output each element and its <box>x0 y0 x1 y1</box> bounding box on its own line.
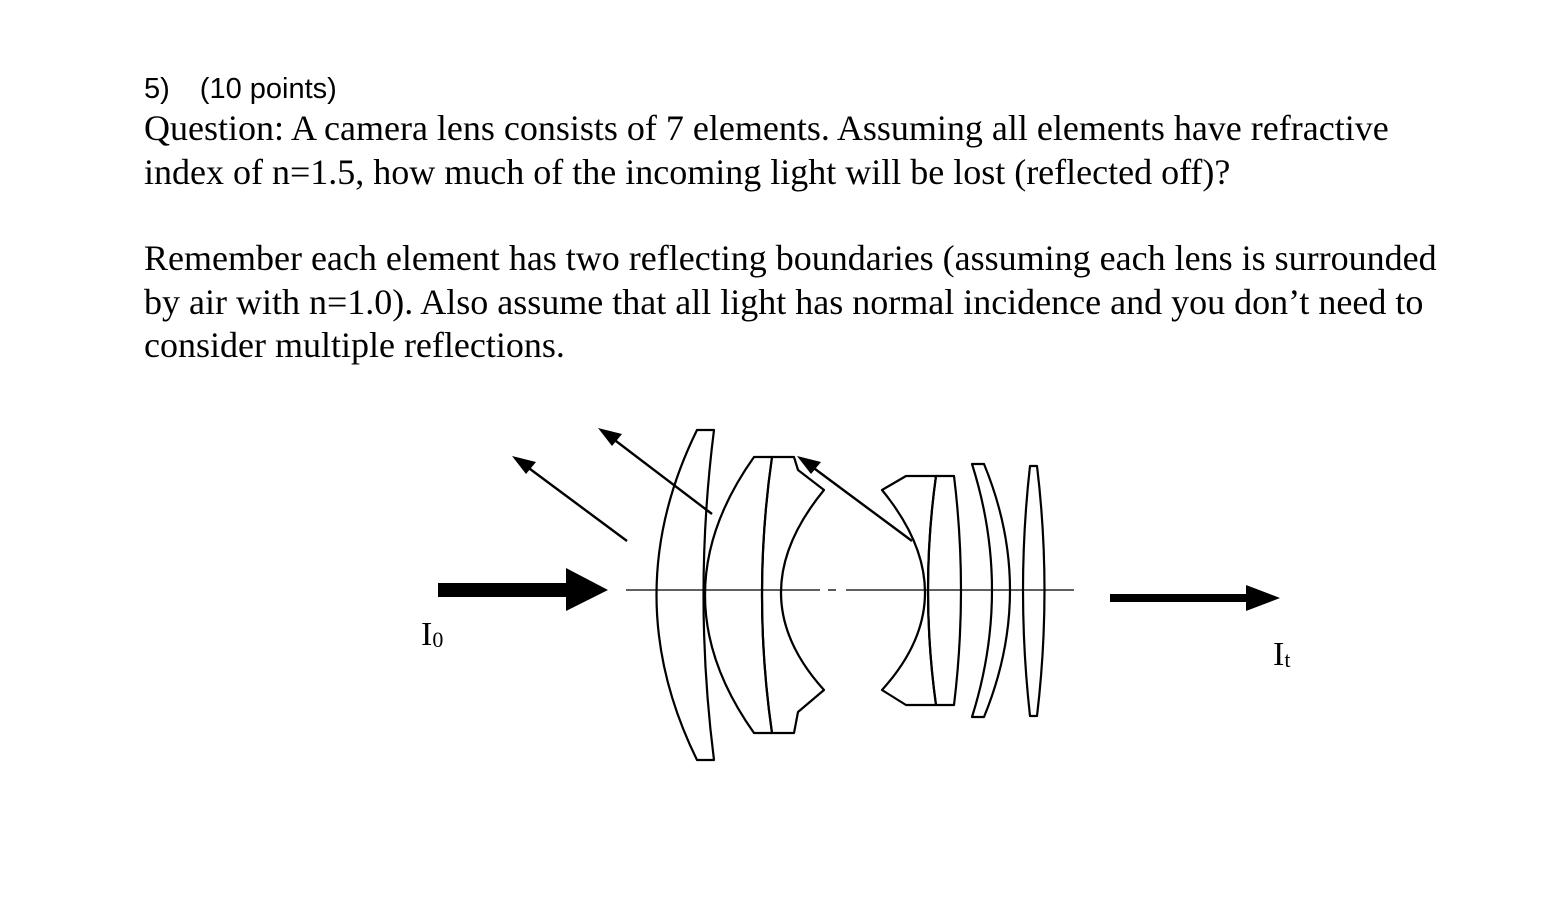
reflected-ray-3 <box>797 456 912 541</box>
reflected-ray-2 <box>598 428 712 514</box>
instructions-line: consider multiple reflections. <box>144 325 565 365</box>
transmitted-intensity-label: $I_t$ <box>1273 636 1291 673</box>
instructions-line: by air with n=1.0). Also assume that all light has normal incidence and you don’t need to <box>144 281 1424 322</box>
question-points: (10 points) <box>199 73 337 105</box>
incident-arrow <box>438 568 608 611</box>
incident-intensity-label: $I_0$ <box>421 616 444 653</box>
reflected-ray-1 <box>512 456 627 541</box>
transmitted-arrow <box>1110 585 1280 611</box>
question-line: index of n=1.5, how much of the incoming light will be lost (reflected off)? <box>144 151 1231 192</box>
instructions-line: Remember each element has two reflecting boundaries (assuming each lens is surrounded <box>144 238 1437 278</box>
question-line: Question: A camera lens consists of 7 elements. Assuming all elements have refractive <box>144 108 1389 148</box>
lens-element-3 <box>762 457 824 733</box>
lens-element-7 <box>1023 466 1045 716</box>
question-number: 5) <box>144 73 170 105</box>
